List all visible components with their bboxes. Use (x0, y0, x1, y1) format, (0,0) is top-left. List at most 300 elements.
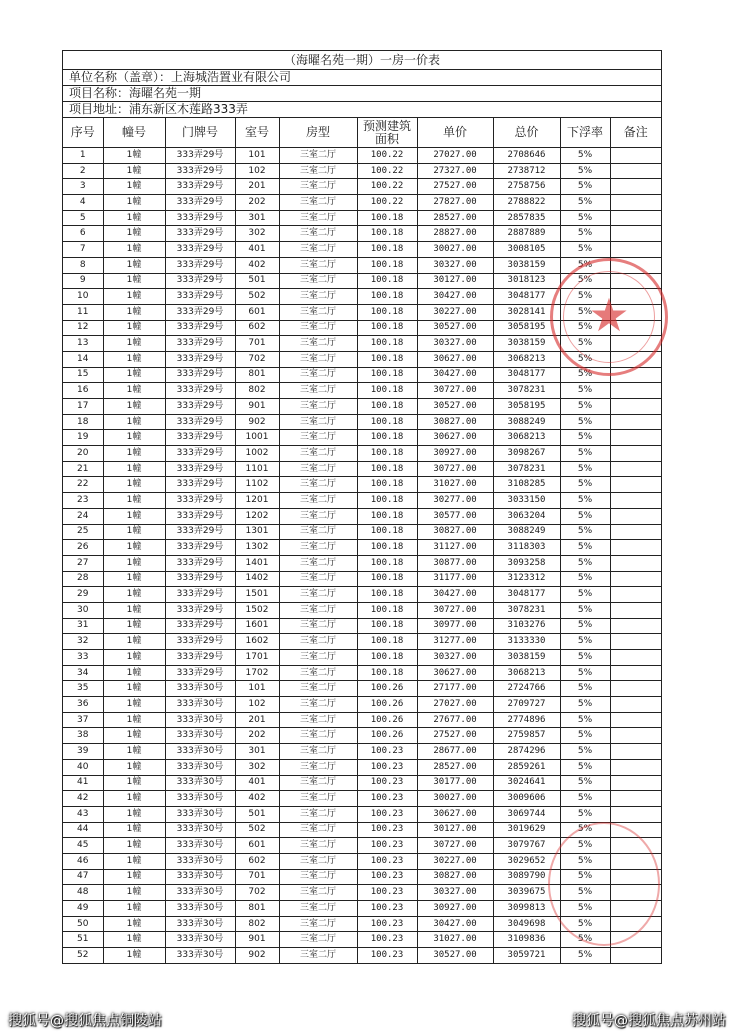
cell-area: 100.22 (357, 195, 417, 211)
cell-index: 1 (63, 148, 103, 164)
table-row (63, 618, 661, 634)
cell-area: 100.18 (357, 571, 417, 587)
cell-total-price: 3039675 (493, 885, 560, 901)
cell-layout: 三室二厅 (279, 148, 357, 164)
cell-area: 100.23 (357, 869, 417, 885)
cell-index: 13 (63, 336, 103, 352)
cell-room: 102 (235, 163, 279, 179)
cell-door-number: 333弄29号 (165, 210, 235, 226)
cell-discount-rate: 5% (560, 383, 610, 399)
cell-room: 202 (235, 728, 279, 744)
cell-area: 100.18 (357, 226, 417, 242)
cell-area: 100.18 (357, 289, 417, 305)
cell-unit-price: 27527.00 (417, 728, 493, 744)
cell-index: 35 (63, 681, 103, 697)
cell-total-price: 3063204 (493, 508, 560, 524)
table-row (63, 383, 661, 399)
table-row (63, 508, 661, 524)
cell-layout: 三室二厅 (279, 383, 357, 399)
cell-area: 100.18 (357, 336, 417, 352)
cell-layout: 三室二厅 (279, 210, 357, 226)
cell-discount-rate: 5% (560, 838, 610, 854)
table-row (63, 257, 661, 273)
cell-layout: 三室二厅 (279, 602, 357, 618)
cell-building: 1幢 (103, 806, 165, 822)
cell-remark (610, 634, 661, 650)
table-row (63, 351, 661, 367)
cell-discount-rate: 5% (560, 650, 610, 666)
cell-room: 701 (235, 869, 279, 885)
table-row (63, 602, 661, 618)
cell-building: 1幢 (103, 163, 165, 179)
cell-total-price: 3109836 (493, 932, 560, 948)
cell-unit-price: 30627.00 (417, 806, 493, 822)
cell-room: 802 (235, 383, 279, 399)
cell-total-price: 3059721 (493, 948, 560, 963)
cell-layout: 三室二厅 (279, 822, 357, 838)
cell-building: 1幢 (103, 728, 165, 744)
header-cell: 门牌号 (165, 118, 235, 148)
cell-discount-rate: 5% (560, 901, 610, 917)
cell-total-price: 3058195 (493, 399, 560, 415)
cell-building: 1幢 (103, 399, 165, 415)
cell-layout: 三室二厅 (279, 665, 357, 681)
cell-remark (610, 932, 661, 948)
cell-door-number: 333弄29号 (165, 555, 235, 571)
cell-total-price: 3088249 (493, 414, 560, 430)
cell-building: 1幢 (103, 697, 165, 713)
cell-door-number: 333弄30号 (165, 775, 235, 791)
cell-room: 402 (235, 257, 279, 273)
cell-unit-price: 30127.00 (417, 273, 493, 289)
cell-building: 1幢 (103, 257, 165, 273)
cell-total-price: 3093258 (493, 555, 560, 571)
cell-room: 1301 (235, 524, 279, 540)
cell-building: 1幢 (103, 775, 165, 791)
table-row (63, 540, 661, 556)
table-body (63, 148, 661, 963)
cell-unit-price: 30227.00 (417, 853, 493, 869)
cell-index: 49 (63, 901, 103, 917)
cell-door-number: 333弄29号 (165, 320, 235, 336)
cell-total-price: 3018123 (493, 273, 560, 289)
cell-area: 100.22 (357, 148, 417, 164)
cell-door-number: 333弄30号 (165, 712, 235, 728)
cell-index: 6 (63, 226, 103, 242)
cell-layout: 三室二厅 (279, 430, 357, 446)
table-row (63, 430, 661, 446)
cell-unit-price: 30327.00 (417, 885, 493, 901)
cell-door-number: 333弄29号 (165, 179, 235, 195)
cell-unit-price: 30627.00 (417, 430, 493, 446)
cell-index: 27 (63, 555, 103, 571)
cell-remark (610, 461, 661, 477)
cell-discount-rate: 5% (560, 681, 610, 697)
cell-door-number: 333弄30号 (165, 728, 235, 744)
cell-room: 401 (235, 242, 279, 258)
cell-index: 15 (63, 367, 103, 383)
cell-area: 100.23 (357, 791, 417, 807)
cell-building: 1幢 (103, 289, 165, 305)
table-row (63, 289, 661, 305)
cell-layout: 三室二厅 (279, 289, 357, 305)
cell-layout: 三室二厅 (279, 493, 357, 509)
cell-door-number: 333弄30号 (165, 806, 235, 822)
header-cell: 下浮率 (560, 118, 610, 148)
cell-index: 40 (63, 759, 103, 775)
cell-layout: 三室二厅 (279, 681, 357, 697)
cell-unit-price: 30027.00 (417, 242, 493, 258)
cell-unit-price: 30827.00 (417, 414, 493, 430)
cell-index: 37 (63, 712, 103, 728)
cell-area: 100.18 (357, 493, 417, 509)
cell-area: 100.18 (357, 461, 417, 477)
cell-area: 100.18 (357, 634, 417, 650)
cell-unit-price: 30977.00 (417, 618, 493, 634)
cell-area: 100.18 (357, 650, 417, 666)
cell-unit-price: 30527.00 (417, 399, 493, 415)
cell-area: 100.23 (357, 853, 417, 869)
cell-layout: 三室二厅 (279, 508, 357, 524)
table-row (63, 273, 661, 289)
cell-total-price: 3068213 (493, 665, 560, 681)
cell-door-number: 333弄29号 (165, 148, 235, 164)
cell-room: 101 (235, 681, 279, 697)
cell-area: 100.18 (357, 508, 417, 524)
cell-door-number: 333弄29号 (165, 430, 235, 446)
cell-unit-price: 28827.00 (417, 226, 493, 242)
cell-door-number: 333弄29号 (165, 571, 235, 587)
table-row (63, 775, 661, 791)
header-cell: 幢号 (103, 118, 165, 148)
cell-room: 1602 (235, 634, 279, 650)
cell-area: 100.18 (357, 602, 417, 618)
cell-remark (610, 838, 661, 854)
cell-room: 1001 (235, 430, 279, 446)
cell-room: 202 (235, 195, 279, 211)
cell-unit-price: 30427.00 (417, 289, 493, 305)
cell-total-price: 3123312 (493, 571, 560, 587)
cell-index: 32 (63, 634, 103, 650)
cell-room: 302 (235, 759, 279, 775)
cell-unit-price: 30877.00 (417, 555, 493, 571)
cell-room: 1401 (235, 555, 279, 571)
cell-remark (610, 351, 661, 367)
table-row (63, 163, 661, 179)
cell-discount-rate: 5% (560, 226, 610, 242)
cell-door-number: 333弄29号 (165, 634, 235, 650)
cell-total-price: 3068213 (493, 430, 560, 446)
cell-unit-price: 30027.00 (417, 791, 493, 807)
cell-area: 100.23 (357, 759, 417, 775)
project-name-row: 项目名称：海曜名苑一期 (63, 86, 661, 102)
table-row (63, 681, 661, 697)
cell-door-number: 333弄29号 (165, 226, 235, 242)
cell-remark (610, 210, 661, 226)
cell-building: 1幢 (103, 822, 165, 838)
cell-layout: 三室二厅 (279, 901, 357, 917)
cell-area: 100.18 (357, 477, 417, 493)
cell-total-price: 2724766 (493, 681, 560, 697)
table-row (63, 414, 661, 430)
cell-room: 201 (235, 179, 279, 195)
cell-total-price: 2759857 (493, 728, 560, 744)
table-row (63, 806, 661, 822)
table-row (63, 869, 661, 885)
table-row (63, 932, 661, 948)
cell-discount-rate: 5% (560, 775, 610, 791)
cell-discount-rate: 5% (560, 728, 610, 744)
cell-remark (610, 508, 661, 524)
cell-room: 1101 (235, 461, 279, 477)
cell-building: 1幢 (103, 665, 165, 681)
cell-room: 1002 (235, 446, 279, 462)
table-header-row (63, 118, 661, 148)
cell-layout: 三室二厅 (279, 414, 357, 430)
cell-remark (610, 493, 661, 509)
cell-area: 100.18 (357, 320, 417, 336)
cell-building: 1幢 (103, 885, 165, 901)
cell-area: 100.18 (357, 273, 417, 289)
cell-remark (610, 948, 661, 963)
cell-layout: 三室二厅 (279, 587, 357, 603)
watermark-left: 搜狐号@搜狐焦点铜陵站 (8, 1013, 162, 1029)
cell-layout: 三室二厅 (279, 571, 357, 587)
cell-index: 26 (63, 540, 103, 556)
cell-room: 702 (235, 885, 279, 901)
header-cell: 备注 (610, 118, 661, 148)
cell-room: 901 (235, 932, 279, 948)
cell-discount-rate: 5% (560, 163, 610, 179)
table-row (63, 948, 661, 963)
cell-door-number: 333弄30号 (165, 822, 235, 838)
cell-layout: 三室二厅 (279, 948, 357, 963)
cell-area: 100.18 (357, 555, 417, 571)
cell-unit-price: 28527.00 (417, 210, 493, 226)
cell-unit-price: 30727.00 (417, 602, 493, 618)
cell-discount-rate: 5% (560, 508, 610, 524)
cell-building: 1幢 (103, 242, 165, 258)
cell-room: 401 (235, 775, 279, 791)
cell-total-price: 2874296 (493, 744, 560, 760)
cell-area: 100.23 (357, 885, 417, 901)
cell-layout: 三室二厅 (279, 257, 357, 273)
seal-star-icon: ★ (588, 288, 630, 342)
cell-unit-price: 28527.00 (417, 759, 493, 775)
cell-total-price: 3058195 (493, 320, 560, 336)
cell-room: 1701 (235, 650, 279, 666)
cell-door-number: 333弄29号 (165, 383, 235, 399)
cell-total-price: 3099813 (493, 901, 560, 917)
cell-building: 1幢 (103, 838, 165, 854)
cell-building: 1幢 (103, 195, 165, 211)
cell-index: 25 (63, 524, 103, 540)
cell-building: 1幢 (103, 477, 165, 493)
header-cell: 单价 (417, 118, 493, 148)
cell-area: 100.18 (357, 618, 417, 634)
cell-area: 100.18 (357, 524, 417, 540)
cell-index: 43 (63, 806, 103, 822)
cell-area: 100.18 (357, 665, 417, 681)
table-row (63, 665, 661, 681)
cell-index: 44 (63, 822, 103, 838)
cell-area: 100.18 (357, 257, 417, 273)
cell-remark (610, 226, 661, 242)
cell-index: 38 (63, 728, 103, 744)
cell-layout: 三室二厅 (279, 885, 357, 901)
cell-discount-rate: 5% (560, 430, 610, 446)
cell-index: 21 (63, 461, 103, 477)
cell-room: 601 (235, 838, 279, 854)
cell-unit-price: 27677.00 (417, 712, 493, 728)
cell-remark (610, 195, 661, 211)
cell-total-price: 3078231 (493, 602, 560, 618)
cell-building: 1幢 (103, 524, 165, 540)
cell-remark (610, 665, 661, 681)
cell-unit-price: 31277.00 (417, 634, 493, 650)
cell-room: 1202 (235, 508, 279, 524)
cell-remark (610, 367, 661, 383)
cell-building: 1幢 (103, 901, 165, 917)
table-row (63, 744, 661, 760)
cell-door-number: 333弄30号 (165, 791, 235, 807)
cell-index: 23 (63, 493, 103, 509)
cell-remark (610, 555, 661, 571)
cell-remark (610, 289, 661, 305)
table-row (63, 571, 661, 587)
cell-area: 100.23 (357, 806, 417, 822)
cell-total-price: 3078231 (493, 461, 560, 477)
cell-remark (610, 712, 661, 728)
table-row (63, 728, 661, 744)
cell-area: 100.18 (357, 399, 417, 415)
cell-door-number: 333弄29号 (165, 446, 235, 462)
cell-remark (610, 320, 661, 336)
cell-building: 1幢 (103, 351, 165, 367)
cell-layout: 三室二厅 (279, 242, 357, 258)
cell-area: 100.26 (357, 712, 417, 728)
cell-layout: 三室二厅 (279, 555, 357, 571)
cell-door-number: 333弄29号 (165, 351, 235, 367)
cell-index: 4 (63, 195, 103, 211)
cell-discount-rate: 5% (560, 477, 610, 493)
cell-room: 602 (235, 320, 279, 336)
cell-door-number: 333弄30号 (165, 901, 235, 917)
cell-door-number: 333弄29号 (165, 665, 235, 681)
cell-unit-price: 30927.00 (417, 901, 493, 917)
table-row (63, 399, 661, 415)
cell-building: 1幢 (103, 555, 165, 571)
cell-area: 100.18 (357, 414, 417, 430)
cell-layout: 三室二厅 (279, 775, 357, 791)
cell-door-number: 333弄29号 (165, 336, 235, 352)
table-row (63, 179, 661, 195)
watermark-right: 搜狐号@搜狐焦点苏州站 (572, 1013, 726, 1029)
cell-index: 17 (63, 399, 103, 415)
cell-discount-rate: 5% (560, 148, 610, 164)
table-row (63, 336, 661, 352)
cell-total-price: 2859261 (493, 759, 560, 775)
cell-area: 100.18 (357, 210, 417, 226)
cell-unit-price: 30627.00 (417, 351, 493, 367)
cell-door-number: 333弄29号 (165, 257, 235, 273)
table-row (63, 367, 661, 383)
cell-unit-price: 30427.00 (417, 587, 493, 603)
cell-room: 302 (235, 226, 279, 242)
cell-room: 801 (235, 901, 279, 917)
cell-unit-price: 31127.00 (417, 540, 493, 556)
cell-index: 52 (63, 948, 103, 963)
cell-total-price: 2857835 (493, 210, 560, 226)
cell-index: 28 (63, 571, 103, 587)
table-row (63, 759, 661, 775)
cell-area: 100.18 (357, 304, 417, 320)
cell-layout: 三室二厅 (279, 869, 357, 885)
cell-layout: 三室二厅 (279, 744, 357, 760)
cell-remark (610, 524, 661, 540)
table-row (63, 320, 661, 336)
cell-door-number: 333弄30号 (165, 885, 235, 901)
cell-discount-rate: 5% (560, 665, 610, 681)
table-row (63, 822, 661, 838)
document-title: （海曜名苑一期）一房一价表 (63, 51, 661, 70)
cell-room: 402 (235, 791, 279, 807)
header-cell: 总价 (493, 118, 560, 148)
cell-remark (610, 336, 661, 352)
cell-index: 22 (63, 477, 103, 493)
cell-remark (610, 822, 661, 838)
table-row (63, 242, 661, 258)
cell-unit-price: 30577.00 (417, 508, 493, 524)
cell-building: 1幢 (103, 493, 165, 509)
cell-total-price: 2709727 (493, 697, 560, 713)
cell-index: 34 (63, 665, 103, 681)
cell-index: 18 (63, 414, 103, 430)
cell-door-number: 333弄30号 (165, 916, 235, 932)
cell-area: 100.22 (357, 163, 417, 179)
cell-unit-price: 27827.00 (417, 195, 493, 211)
cell-building: 1幢 (103, 446, 165, 462)
cell-remark (610, 650, 661, 666)
cell-discount-rate: 5% (560, 524, 610, 540)
cell-door-number: 333弄29号 (165, 540, 235, 556)
cell-area: 100.23 (357, 822, 417, 838)
cell-discount-rate: 5% (560, 948, 610, 963)
cell-building: 1幢 (103, 414, 165, 430)
cell-area: 100.18 (357, 540, 417, 556)
cell-building: 1幢 (103, 273, 165, 289)
cell-unit-price: 30727.00 (417, 461, 493, 477)
cell-building: 1幢 (103, 759, 165, 775)
cell-unit-price: 30427.00 (417, 916, 493, 932)
price-list-sheet (62, 50, 662, 964)
cell-index: 8 (63, 257, 103, 273)
cell-building: 1幢 (103, 508, 165, 524)
cell-index: 7 (63, 242, 103, 258)
cell-remark (610, 540, 661, 556)
cell-index: 2 (63, 163, 103, 179)
cell-unit-price: 27327.00 (417, 163, 493, 179)
cell-room: 502 (235, 822, 279, 838)
cell-layout: 三室二厅 (279, 179, 357, 195)
cell-discount-rate: 5% (560, 540, 610, 556)
cell-door-number: 333弄29号 (165, 587, 235, 603)
cell-total-price: 3048177 (493, 367, 560, 383)
cell-discount-rate: 5% (560, 571, 610, 587)
cell-remark (610, 257, 661, 273)
cell-index: 11 (63, 304, 103, 320)
cell-discount-rate: 5% (560, 242, 610, 258)
